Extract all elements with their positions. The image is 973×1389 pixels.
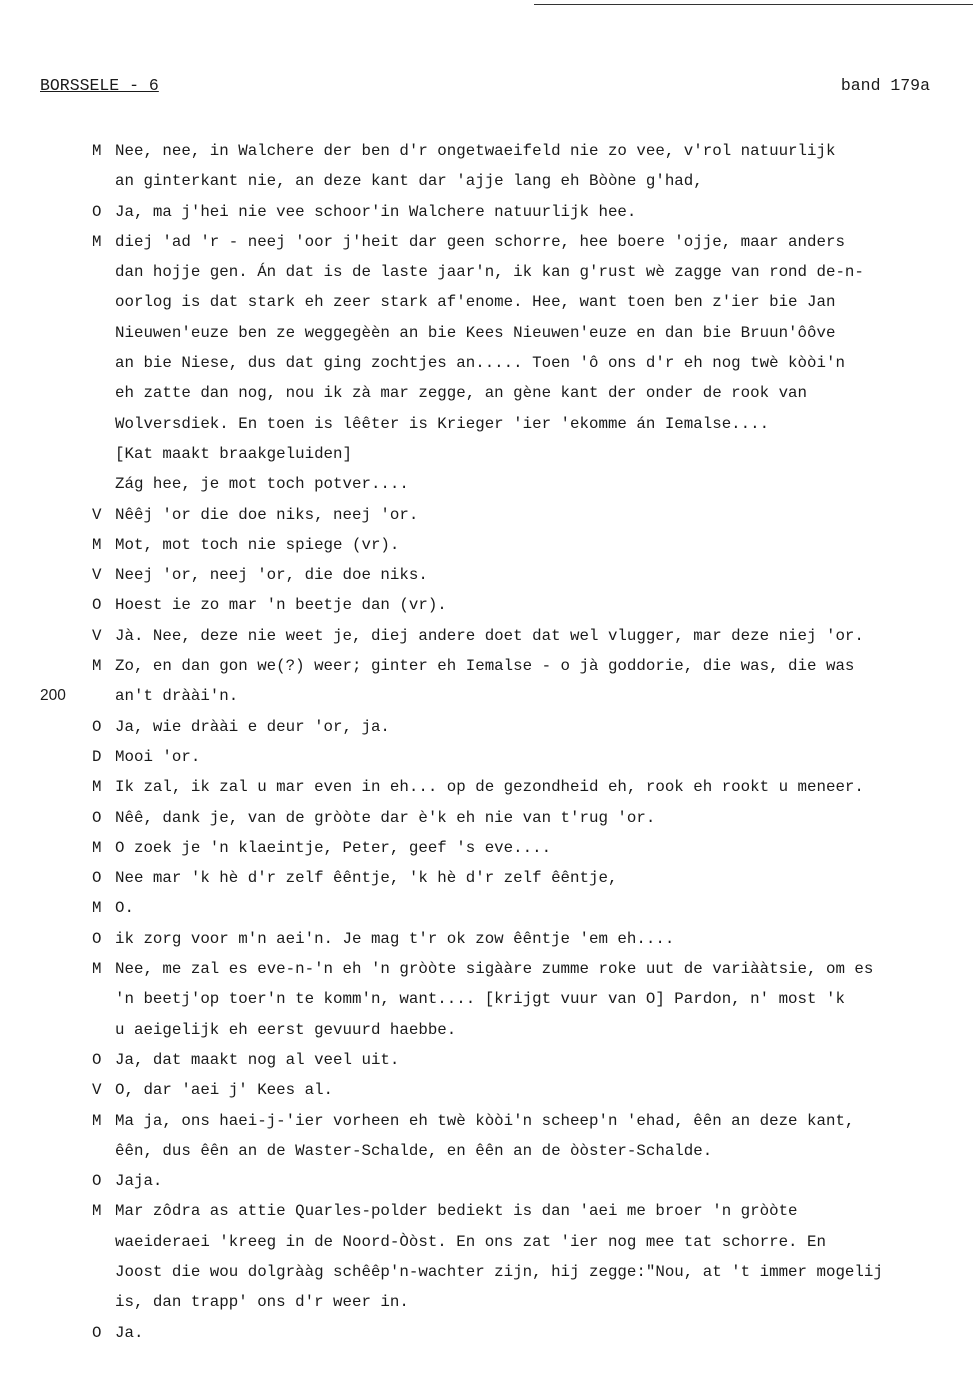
speaker-label: O: [92, 1323, 102, 1342]
speaker-label: M: [92, 1111, 102, 1130]
transcript-line: [0, 469, 973, 499]
transcript-line: [0, 712, 973, 742]
transcript-line: [0, 227, 973, 257]
utterance-text: Nee mar 'k hè d'r zelf êêntje, 'k hè d'r zelf êêntje,: [115, 869, 618, 888]
transcript-line: [0, 863, 973, 893]
utterance-text: Nêê, dank je, van de gròòte dar è'k eh nie van t'rug 'or.: [115, 808, 656, 827]
speaker-label: V: [92, 505, 102, 524]
speaker-label: M: [92, 778, 102, 797]
speaker-label: O: [92, 1050, 102, 1069]
utterance-text: Jaja.: [115, 1172, 163, 1191]
utterance-text: an bie Niese, dus dat ging zochtjes an..... Toen 'ô ons d'r eh nog twè kòòi'n: [115, 354, 845, 373]
transcript-line: [0, 500, 973, 530]
utterance-text: Neej 'or, neej 'or, die doe niks.: [115, 566, 428, 585]
utterance-text: Nee, me zal es eve-n-'n eh 'n gròòte sigààre zumme roke uut de variààtsie, om es: [115, 960, 874, 979]
utterance-text: Hoest ie zo mar 'n beetje dan (vr).: [115, 596, 447, 615]
transcript-line: [0, 1166, 973, 1196]
utterance-text: ik zorg voor m'n aei'n. Je mag t'r ok zow êêntje 'em eh....: [115, 929, 675, 948]
top-rule: [534, 4, 973, 5]
transcript-line: [0, 742, 973, 772]
transcript-line: [0, 1106, 973, 1136]
utterance-text: Mar zôdra as attie Quarles-polder bediekt is dan 'aei me broer 'n gròòte: [115, 1202, 798, 1221]
utterance-text: u aeigelijk eh eerst gevuurd haebbe.: [115, 1020, 457, 1039]
utterance-text: Nêêj 'or die doe niks, neej 'or.: [115, 505, 419, 524]
utterance-text: eh zatte dan nog, nou ik zà mar zegge, an gène kant der onder de rook van: [115, 384, 808, 403]
utterance-text: Zág hee, je mot toch potver....: [115, 475, 409, 494]
speaker-label: O: [92, 929, 102, 948]
transcript-line: [0, 560, 973, 590]
utterance-text: Ja, dat maakt nog al veel uit.: [115, 1050, 400, 1069]
transcript-line: [0, 833, 973, 863]
header-title: BORSSELE - 6: [40, 76, 159, 95]
utterance-text: Nee, nee, in Walchere der ben d'r ongetwaeifeld nie zo vee, v'rol natuurlijk: [115, 142, 836, 160]
speaker-label: M: [92, 960, 102, 979]
transcript-line: [0, 378, 973, 408]
utterance-text: dan hojje gen. Án dat is de laste jaar'n, ik kan g'rust wè zagge van rond de-n-: [115, 263, 864, 282]
utterance-text: an't dràài'n.: [115, 687, 239, 706]
transcript-line: [0, 803, 973, 833]
transcript-line: [0, 409, 973, 439]
transcript-line: [0, 1318, 973, 1348]
transcript-line: [0, 954, 973, 984]
transcript-line: [0, 166, 973, 196]
speaker-label: O: [92, 808, 102, 827]
speaker-label: V: [92, 566, 102, 585]
transcript-line: [0, 287, 973, 317]
utterance-text: Nieuwen'euze ben ze weggegèèn an bie Kees Nieuwen'euze en dan bie Bruun'ôôve: [115, 323, 836, 342]
utterance-text: Ik zal, ik zal u mar even in eh... op de gezondheid eh, rook eh rookt u meneer.: [115, 778, 864, 797]
utterance-text: Joost die wou dolgrààg schêêp'n-wachter zijn, hij zegge:"Nou, at 't immer mogelij: [115, 1262, 883, 1281]
speaker-label: O: [92, 202, 102, 221]
speaker-label: O: [92, 717, 102, 736]
utterance-text: waeideraei 'kreeg in de Noord-Òòst. En ons zat 'ier nog mee tat schorre. En: [115, 1232, 826, 1251]
utterance-text: is, dan trapp' ons d'r weer in.: [115, 1293, 409, 1312]
utterance-text: êên, dus êên an de Waster-Schalde, en êên an de òòster-Schalde.: [115, 1141, 713, 1160]
utterance-text: oorlog is dat stark eh zeer stark af'enome. Hee, want toen ben z'ier bie Jan: [115, 293, 836, 312]
transcript-line: [0, 590, 973, 620]
speaker-label: V: [92, 1081, 102, 1100]
transcript-line: [0, 772, 973, 802]
speaker-label: M: [92, 838, 102, 857]
utterance-text: Ja, ma j'hei nie vee schoor'in Walchere natuurlijk hee.: [115, 202, 637, 221]
transcript-line: [0, 984, 973, 1014]
transcript-line: [0, 136, 973, 166]
tape-number: band 179a: [840, 76, 930, 95]
transcript-line: [0, 1075, 973, 1105]
utterance-text: O, dar 'aei j' Kees al.: [115, 1081, 334, 1100]
speaker-label: M: [92, 1202, 102, 1221]
transcript-line: [0, 1045, 973, 1075]
transcript-line: [0, 1196, 973, 1226]
transcript-line: [0, 924, 973, 954]
transcript-line: [0, 197, 973, 227]
transcript-line: [0, 348, 973, 378]
utterance-text: Mot, mot toch nie spiege (vr).: [115, 535, 400, 554]
utterance-text: Zo, en dan gon we(?) weer; ginter eh Iemalse - o jà goddorie, die was, die was: [115, 657, 855, 676]
transcript-line: [0, 681, 973, 711]
utterance-text: diej 'ad 'r - neej 'oor j'heit dar geen schorre, hee boere 'ojje, maar anders: [115, 232, 845, 251]
transcript-line: [0, 1227, 973, 1257]
transcript-line: [0, 651, 973, 681]
utterance-text: Ma ja, ons haei-j-'ier vorheen eh twè kòòi'n scheep'n 'ehad, êên an deze kant,: [115, 1111, 855, 1130]
speaker-label: O: [92, 1172, 102, 1191]
speaker-label: O: [92, 869, 102, 888]
transcript-line: [0, 318, 973, 348]
speaker-label: M: [92, 657, 102, 676]
speaker-label: D: [92, 747, 102, 766]
transcript-line: [0, 439, 973, 469]
speaker-label: V: [92, 626, 102, 645]
utterance-text: Ja.: [115, 1323, 144, 1342]
utterance-text: O.: [115, 899, 134, 918]
utterance-text: Mooi 'or.: [115, 747, 201, 766]
transcript-line: [0, 257, 973, 287]
transcript: [0, 136, 973, 1348]
speaker-label: M: [92, 232, 102, 251]
transcript-line: [0, 1287, 973, 1317]
transcript-line: [0, 1136, 973, 1166]
utterance-text: an ginterkant nie, an deze kant dar 'ajje lang eh Bòòne g'had,: [115, 172, 703, 191]
utterance-text: Jà. Nee, deze nie weet je, diej andere doet dat wel vlugger, mar deze niej 'or.: [115, 626, 864, 645]
speaker-label: M: [92, 899, 102, 918]
speaker-label: M: [92, 142, 102, 160]
transcript-line: [0, 1015, 973, 1045]
line-number: 200: [40, 687, 66, 705]
transcript-line: [0, 1257, 973, 1287]
transcript-line: [0, 893, 973, 923]
speaker-label: M: [92, 535, 102, 554]
utterance-text: [Kat maakt braakgeluiden]: [115, 444, 352, 463]
utterance-text: 'n beetj'op toer'n te komm'n, want.... [krijgt vuur van O] Pardon, n' most 'k: [115, 990, 845, 1009]
utterance-text: O zoek je 'n klaeintje, Peter, geef 's eve....: [115, 838, 552, 857]
speaker-label: O: [92, 596, 102, 615]
utterance-text: Ja, wie dràài e deur 'or, ja.: [115, 717, 390, 736]
utterance-text: Wolversdiek. En toen is lêêter is Krieger 'ier 'ekomme án Iemalse....: [115, 414, 770, 433]
transcript-line: [0, 621, 973, 651]
transcript-line: [0, 530, 973, 560]
